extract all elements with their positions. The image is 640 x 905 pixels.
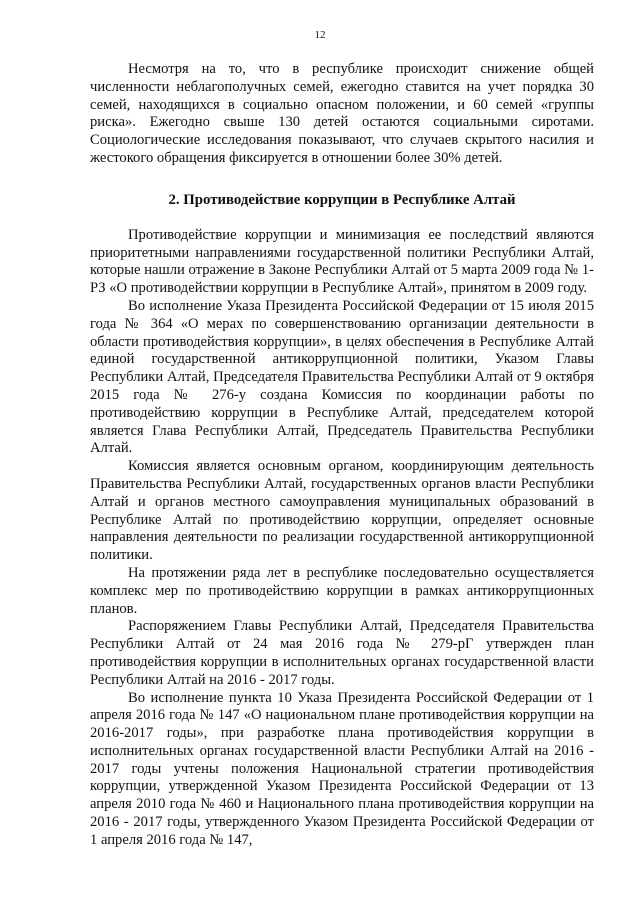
page-number: 12 <box>314 29 326 41</box>
paragraph-measures: На протяжении ряда лет в республике последовательно осуществляется комплекс мер по противодействию коррупции в рамках антикоррупционных планов. <box>90 564 594 617</box>
paragraph-commission-created: Во исполнение Указа Президента Российской Федерации от 15 июля 2015 года № 364 «О мерах по совершенствованию организации деятельности в области противодействия коррупции», в целях обеспечения в Республике Алтай единой государственной антикоррупционной политики, Указом Главы Республики Алтай, Председателя Правительства Республики Алтай от 9 октября 2015 года № 276-у создана Комиссия по координации работы по противодействию коррупции в Республике Алтай, председателем которой является Глава Республики Алтай, Председатель Правительства Республики Алтай. <box>90 297 594 457</box>
document-body <box>90 61 594 850</box>
intro-paragraph: Несмотря на то, что в республике происходит снижение общей численности неблагополучных семей, ежегодно ставится на учет порядка 30 семей, находящихся в социально опасном положении, и 60 семей «группы риска». Ежегодно свыше 130 детей остаются социальными сиротами. Социологические исследования показывают, что случаев скрытого насилия и жестокого обращения фиксируется в отношении более 30% детей. <box>90 61 594 166</box>
section-heading: 2. Противодействие коррупции в Республике Алтай <box>168 191 516 208</box>
paragraph-commission-role: Комиссия является основным органом, координирующим деятельность Правительства Республики Алтай, государственных органов власти Республики Алтай и органов местного самоуправления муниципальных образований в Республике Алтай по противодействию коррупции, определяет основные направления деятельности по реализации государственной антикоррупционной политики. <box>90 458 594 564</box>
paragraph-plan-approved: Распоряжением Главы Республики Алтай, Председателя Правительства Республики Алтай от 24 мая 2016 года № 279-рГ утвержден план противодействия коррупции в исполнительных органах государственной власти Республики Алтай на 2016 - 2017 годы. <box>90 618 594 688</box>
paragraph-national-plan: Во исполнение пункта 10 Указа Президента Российской Федерации от 1 апреля 2016 года № 147 «О национальном плане противодействия коррупции на 2016-2017 годы», при разработке плана противодействия коррупции в исполнительных органах государственной власти Республики Алтай на 2016 - 2017 годы учтены положения Национальной стратегии противодействия коррупции, утвержденной Указом Президента Российской Федерации от 13 апреля 2010 года № 460 и Национального плана противодействия коррупции на 2016 - 2017 годы, утвержденного Указом Президента Российской Федерации от 1 апреля 2016 года № 147, <box>90 689 594 848</box>
paragraph-law: Противодействие коррупции и минимизация ее последствий являются приоритетными направлениями государственной политики Республики Алтай, которые нашли отражение в Законе Республики Алтай от 5 марта 2009 года № 1-РЗ «О противодействии коррупции в Республике Алтай», принятом в 2009 году. <box>90 226 594 297</box>
